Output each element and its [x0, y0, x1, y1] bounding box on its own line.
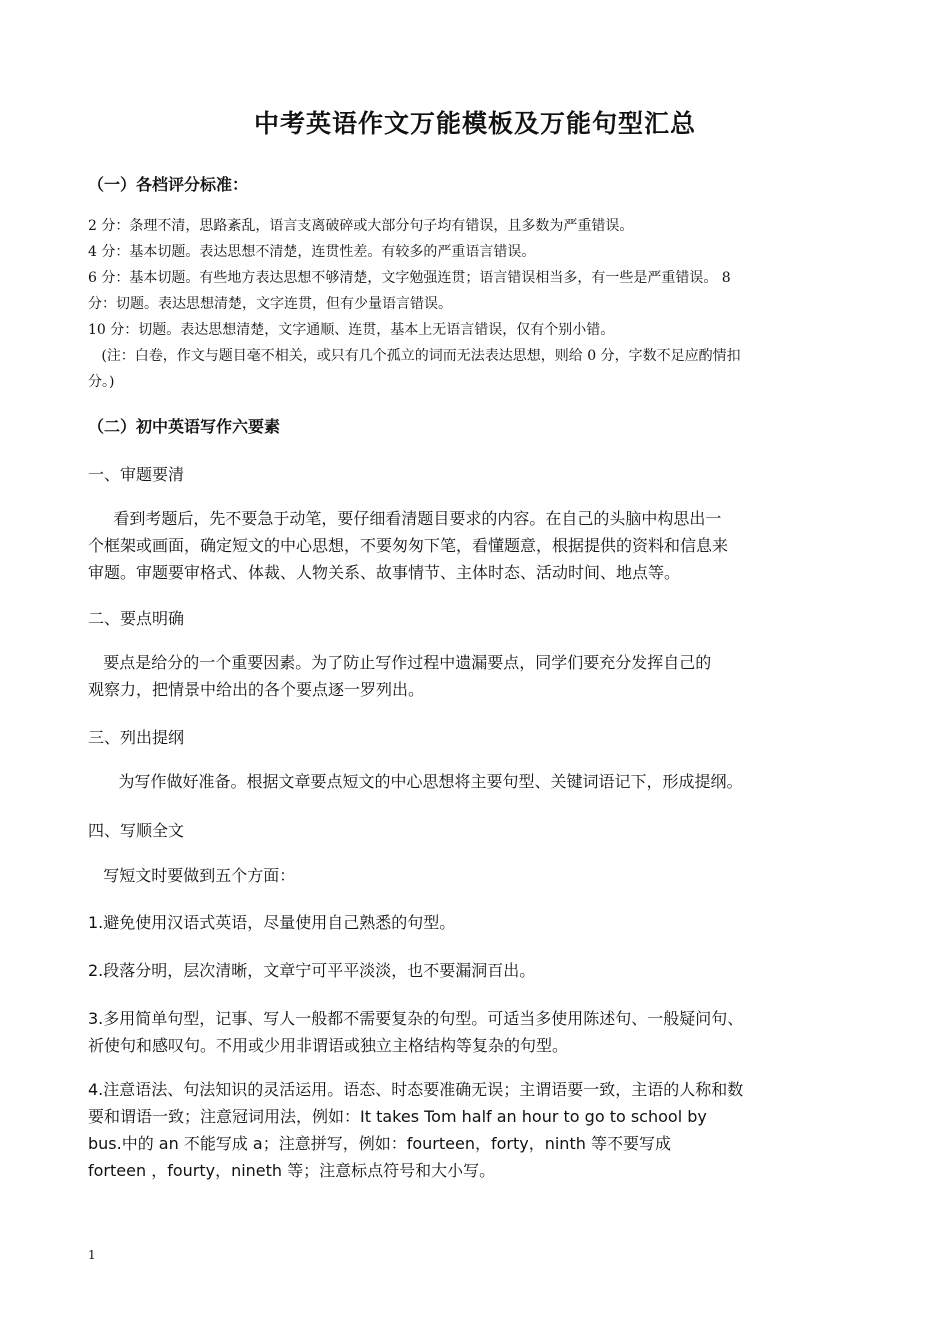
paragraph-line: 为写作做好准备。根据文章要点短文的中心思想将主要句型、关键词语记下，形成提纲。	[88, 772, 743, 791]
paragraph-line: 审题。审题要审格式、体裁、人物关系、故事情节、主体时态、活动时间、地点等。	[88, 563, 681, 582]
section-heading-six-elements: （二）初中英语写作六要素	[88, 417, 281, 436]
scoring-line: 分：切题。表达思想清楚，文字连贯，但有少量语言错误。	[88, 296, 452, 312]
point-4	[88, 1076, 858, 1184]
scoring-criteria-text	[88, 213, 848, 395]
point-2	[88, 957, 858, 984]
paragraph-line: 看到考题后，先不要急于动笔，要仔细看清题目要求的内容。在自己的头脑中构思出一	[88, 509, 722, 528]
element-heading-1: 一、审题要清	[88, 465, 185, 484]
point-line: forteen ，fourty，nineth 等；注意标点符号和大小写。	[88, 1161, 496, 1180]
scoring-line: 2 分：条理不清，思路紊乱，语言支离破碎或大部分句子均有错误，且多数为严重错误。	[88, 218, 634, 234]
element-paragraph-4	[88, 862, 858, 889]
page-number: 1	[88, 1248, 96, 1262]
section-heading-scoring: （一）各档评分标准：	[88, 175, 249, 194]
scoring-line: (注：白卷，作文与题目毫不相关，或只有几个孤立的词而无法表达思想，则给 0 分，字数不足应酌情扣	[88, 348, 741, 364]
page-title: 中考英语作文万能模板及万能句型汇总	[253, 109, 696, 138]
paragraph-line: 个框架或画面，确定短文的中心思想，不要匆匆下笔，看懂题意，根据提供的资料和信息来	[88, 536, 729, 555]
point-1	[88, 909, 858, 936]
element-paragraph-3	[88, 768, 858, 795]
point-line: 祈使句和感叹句。不用或少用非谓语或独立主格结构等复杂的句型。	[88, 1036, 569, 1055]
point-line: 要和谓语一致；注意冠词用法，例如：It takes Tom half an hour to go to school by	[88, 1107, 707, 1126]
element-heading-3: 三、列出提纲	[88, 728, 185, 747]
scoring-line: 10 分：切题。表达思想清楚，文字通顺、连贯，基本上无语言错误，仅有个别小错。	[88, 322, 615, 338]
point-line: 1.避免使用汉语式英语，尽量使用自己熟悉的句型。	[88, 913, 456, 932]
point-line: bus.中的 an 不能写成 a；注意拼写，例如：fourteen，forty，ninth 等不要写成	[88, 1134, 671, 1153]
scoring-line: 分。)	[88, 374, 115, 390]
point-line: 2.段落分明，层次清晰，文章宁可平平淡淡，也不要漏洞百出。	[88, 961, 536, 980]
scoring-line: 6 分：基本切题。有些地方表达思想不够清楚，文字勉强连贯；语言错误相当多，有一些是严重错误。 8	[88, 270, 731, 286]
element-paragraph-2	[88, 649, 858, 703]
element-paragraph-1	[88, 505, 858, 586]
scoring-line: 4 分：基本切题。表达思想不清楚，连贯性差。有较多的严重语言错误。	[88, 244, 536, 260]
point-3	[88, 1005, 858, 1059]
point-line: 3.多用简单句型，记事、写人一般都不需要复杂的句型。可适当多使用陈述句、一般疑问句、	[88, 1009, 744, 1028]
paragraph-line: 观察力，把情景中给出的各个要点逐一罗列出。	[88, 680, 425, 699]
element-heading-2: 二、要点明确	[88, 609, 185, 628]
paragraph-line: 要点是给分的一个重要因素。为了防止写作过程中遗漏要点，同学们要充分发挥自己的	[88, 653, 712, 672]
element-heading-4: 四、写顺全文	[88, 821, 185, 840]
point-line: 4.注意语法、句法知识的灵活运用。语态、时态要准确无误；主谓语要一致，主语的人称和数	[88, 1080, 744, 1099]
paragraph-line: 写短文时要做到五个方面：	[88, 866, 296, 885]
